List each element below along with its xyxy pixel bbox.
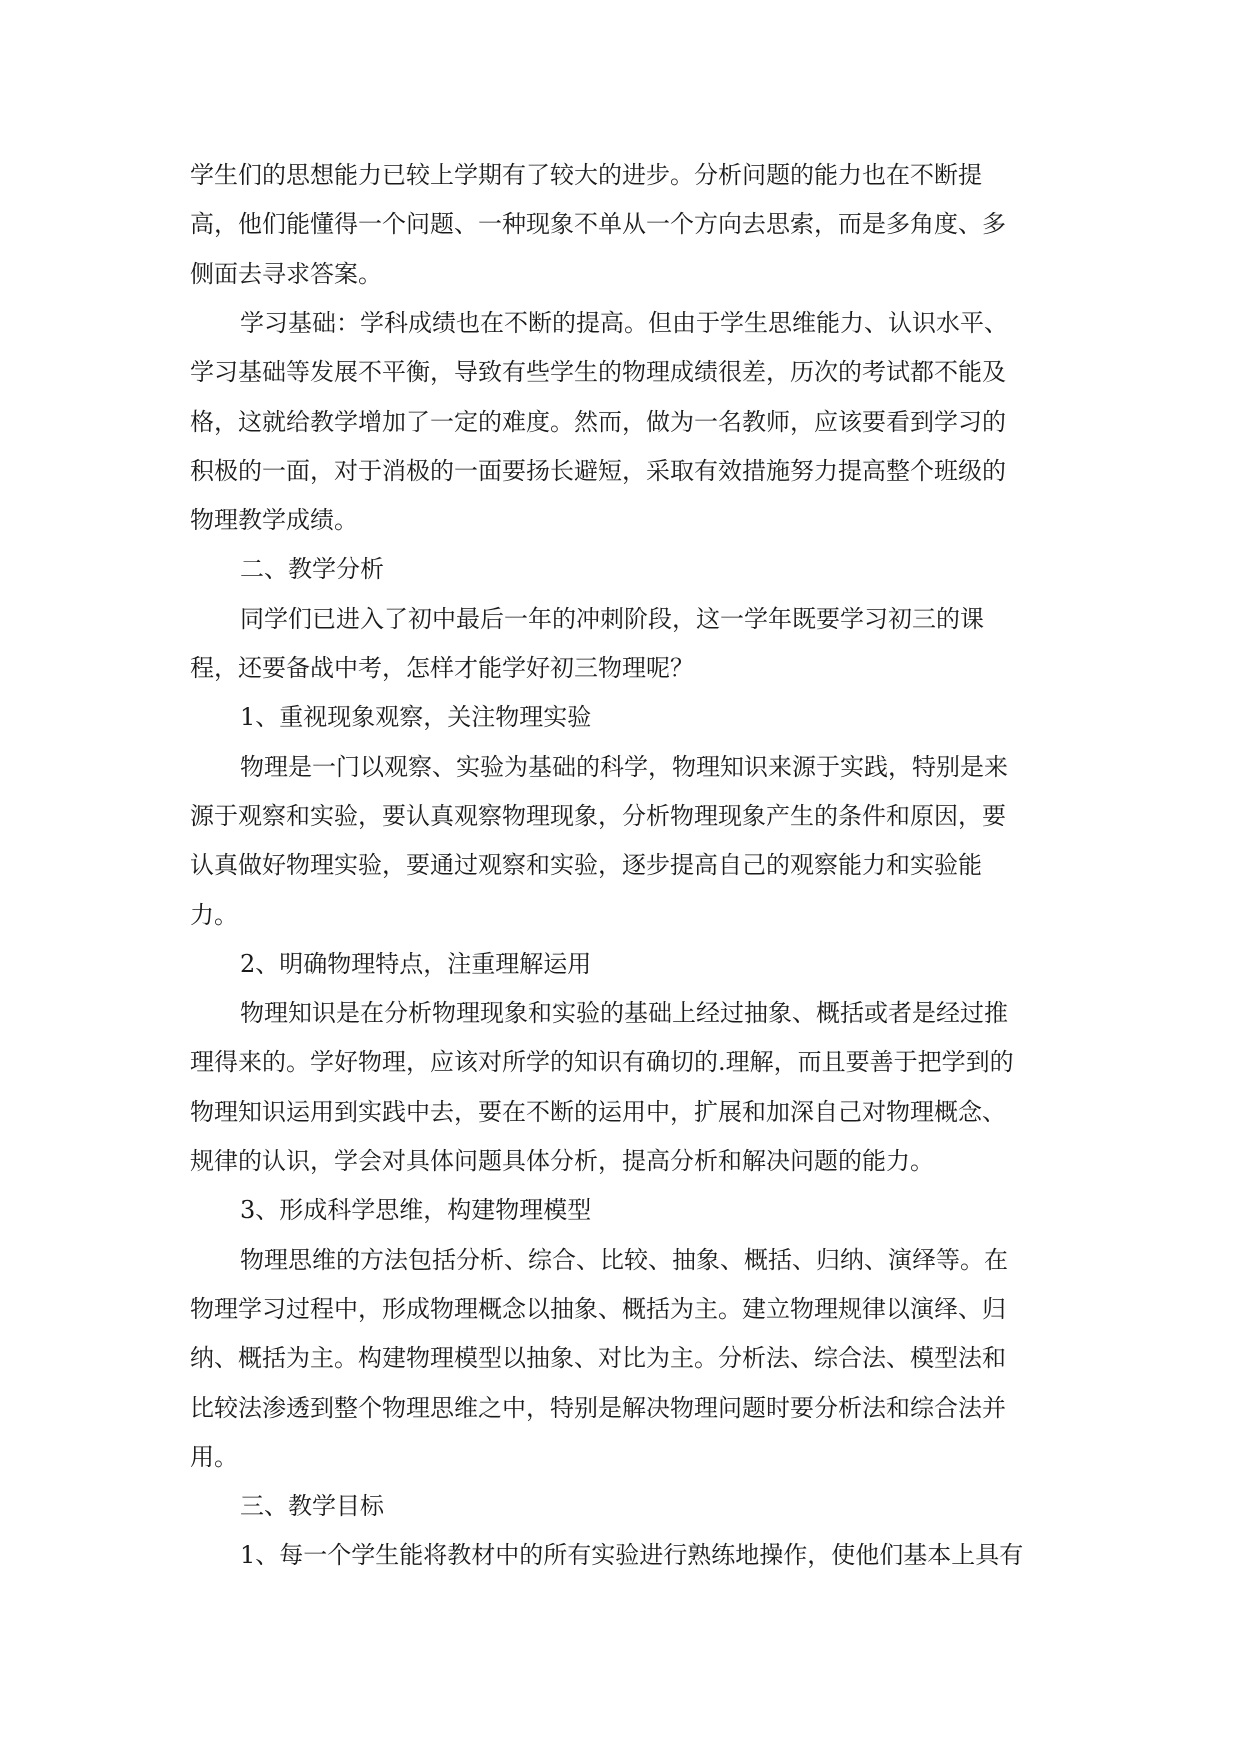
text-line: 力。 <box>190 900 238 929</box>
text-line: 学习基础等发展不平衡，导致有些学生的物理成绩很差，历次的考试都不能及 <box>190 358 1006 387</box>
text-line: 源于观察和实验，要认真观察物理现象，分析物理现象产生的条件和原因，要 <box>190 801 1006 830</box>
text-line: 纳、概括为主。构建物理模型以抽象、对比为主。分析法、综合法、模型法和 <box>190 1344 1006 1373</box>
text-line: 认真做好物理实验，要通过观察和实验，逐步提高自己的观察能力和实验能 <box>190 851 982 880</box>
text-line: 物理知识是在分析物理现象和实验的基础上经过抽象、概括或者是经过推 <box>240 999 1008 1028</box>
text-line: 物理学习过程中，形成物理概念以抽象、概括为主。建立物理规律以演绎、归 <box>190 1294 1006 1323</box>
text-line: 1、重视现象观察，关注物理实验 <box>240 703 592 732</box>
text-line: 2、明确物理特点，注重理解运用 <box>240 949 592 978</box>
text-line: 同学们已进入了初中最后一年的冲刺阶段，这一学年既要学习初三的课 <box>240 604 984 633</box>
text-line: 学习基础：学科成绩也在不断的提高。但由于学生思维能力、认识水平、 <box>240 308 1008 337</box>
text-line: 二、教学分析 <box>240 555 384 584</box>
text-line: 3、形成科学思维，构建物理模型 <box>240 1196 592 1225</box>
text-line: 规律的认识，学会对具体问题具体分析，提高分析和解决问题的能力。 <box>190 1147 934 1175</box>
text-line: 比较法渗透到整个物理思维之中，特别是解决物理问题时要分析法和综合法并 <box>190 1393 1006 1422</box>
text-line: 用。 <box>190 1442 238 1471</box>
text-line: 物理教学成绩。 <box>190 506 358 535</box>
text-line: 学生们的思想能力已较上学期有了较大的进步。分析问题的能力也在不断提 <box>190 161 982 189</box>
text-line: 积极的一面，对于消极的一面要扬长避短，采取有效措施努力提高整个班级的 <box>190 456 1006 485</box>
text-line: 程，还要备战中考，怎样才能学好初三物理呢？ <box>190 654 694 682</box>
text-line: 物理知识运用到实践中去，要在不断的运用中，扩展和加深自己对物理概念、 <box>190 1097 1006 1126</box>
text-line: 物理思维的方法包括分析、综合、比较、抽象、概括、归纳、演绎等。在 <box>240 1245 1008 1274</box>
text-line: 侧面去寻求答案。 <box>190 259 382 288</box>
text-line: 三、教学目标 <box>240 1492 384 1521</box>
text-line: 1、每一个学生能将教材中的所有实验进行熟练地操作，使他们基本上具有 <box>240 1541 1024 1570</box>
text-line: 理得来的。学好物理，应该对所学的知识有确切的.理解，而且要善于把学到的 <box>190 1048 1014 1077</box>
text-line: 格，这就给教学增加了一定的难度。然而，做为一名教师，应该要看到学习的 <box>190 407 1006 436</box>
text-line: 物理是一门以观察、实验为基础的科学，物理知识来源于实践，特别是来 <box>240 752 1008 781</box>
text-line: 高，他们能懂得一个问题、一种现象不单从一个方向去思索，而是多角度、多 <box>190 210 1006 239</box>
